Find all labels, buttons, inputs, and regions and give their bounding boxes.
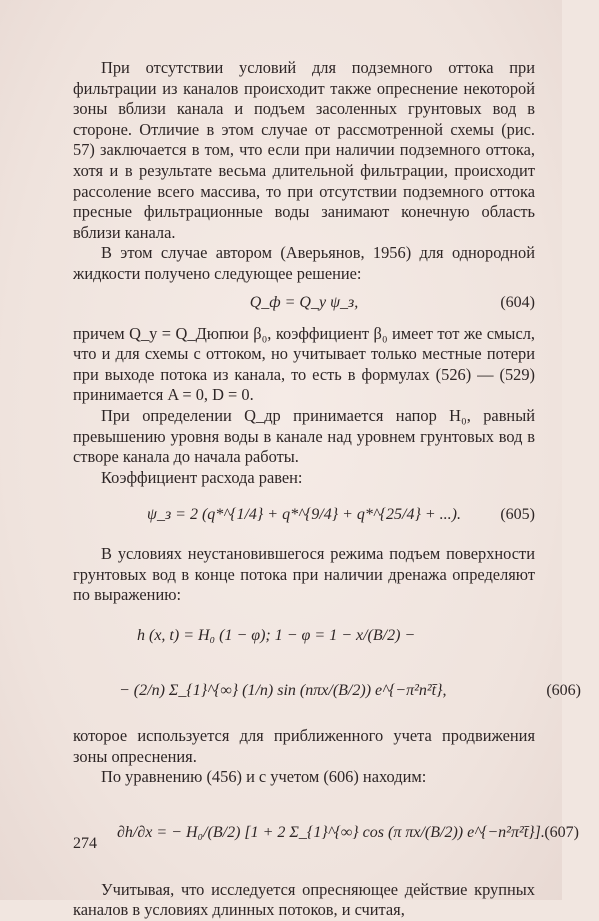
paragraph-9: Учитывая, что исследуется опресняющее действие крупных каналов в условиях длинных потоков, и считая, — [73, 879, 535, 920]
paragraph-5: Коэффициент расхода равен: — [101, 467, 303, 487]
page-number: 274 — [73, 835, 97, 852]
paragraph-6: В условиях неустановившегося режима подъем поверхности грунтовых вод в конце потока при наличии дренажа определяют по выражению: — [73, 544, 535, 605]
equation-604-body — [250, 293, 359, 314]
equation-606-line-2 — [73, 660, 581, 722]
equation-605-text: ψ_з = 2 (q*^{1/4} + q*^{9/4} + q*^{25/4} + ...). — [147, 505, 461, 523]
equation-604 — [73, 287, 535, 321]
equation-604-text: Q_ф = Q_у ψ_з, — [249, 294, 359, 312]
equation-606-line-1 — [73, 612, 599, 660]
paragraph-8: По уравнению (456) и с учетом (606) находим: — [101, 767, 427, 787]
paragraph-2: В этом случае автором (Аверьянов, 1956) для однородной жидкости получено следующее решение: — [73, 243, 535, 283]
paragraph-7: которое используется для приближенного учета продвижения зоны опреснения. — [73, 726, 535, 766]
equation-606-number: (606) — [546, 681, 581, 699]
paragraph-4: При определении Q_др принимается напор H₀, равный превышению уровня воды в канале над уровнем грунтовых вод в створе канала до начала работы. — [73, 405, 535, 467]
equation-607-number: (607) — [544, 823, 579, 841]
paragraph-3: причем Q_у = Q_Дюпюи β₀, коэффициент β₀ имеет тот же смысл, что и для схемы с оттоком, но учитывает только местные потери при выходе потока из канала, то есть в формулах (526) — (529) принимается A = 0, D = 0. — [73, 323, 535, 405]
paragraph-1: При отсутствии условий для подземного оттока при фильтрации из каналов происходит также опреснение некоторой зоны вблизи канала и подъем засоленных грунтовых вод в стороне. Отличие в этом случае от рассмотренной схемы (рис. 57) заключается в том, что если при наличии подземного оттока, хотя и в результате весьма длительной фильтрации, происходит рассоление всего массива, то при отсутствии подземного оттока пресные фильтрационные воды занимают конечную область вблизи канала. — [73, 58, 535, 242]
equation-605-number: (605) — [500, 505, 535, 523]
equation-606-line-2-text: − (2/n) Σ_{1}^{∞} (1/n) sin (nπx/(B/2)) e^{−π²n²t̄}, — [119, 681, 447, 699]
equation-604-number: (604) — [500, 294, 535, 312]
equation-605 — [73, 492, 535, 538]
equation-606-line-1-text: h (x, t) = H₀ (1 − φ); 1 − φ = 1 − x/(B/2) − — [137, 626, 416, 644]
equation-607-text: ∂h/∂x = − H₀/(B/2) [1 + 2 Σ_{1}^{∞} cos (π πx/(B/2)) e^{−n²π²t̄}]. — [117, 823, 545, 841]
equation-607 — [73, 794, 579, 872]
page-content — [73, 58, 581, 921]
